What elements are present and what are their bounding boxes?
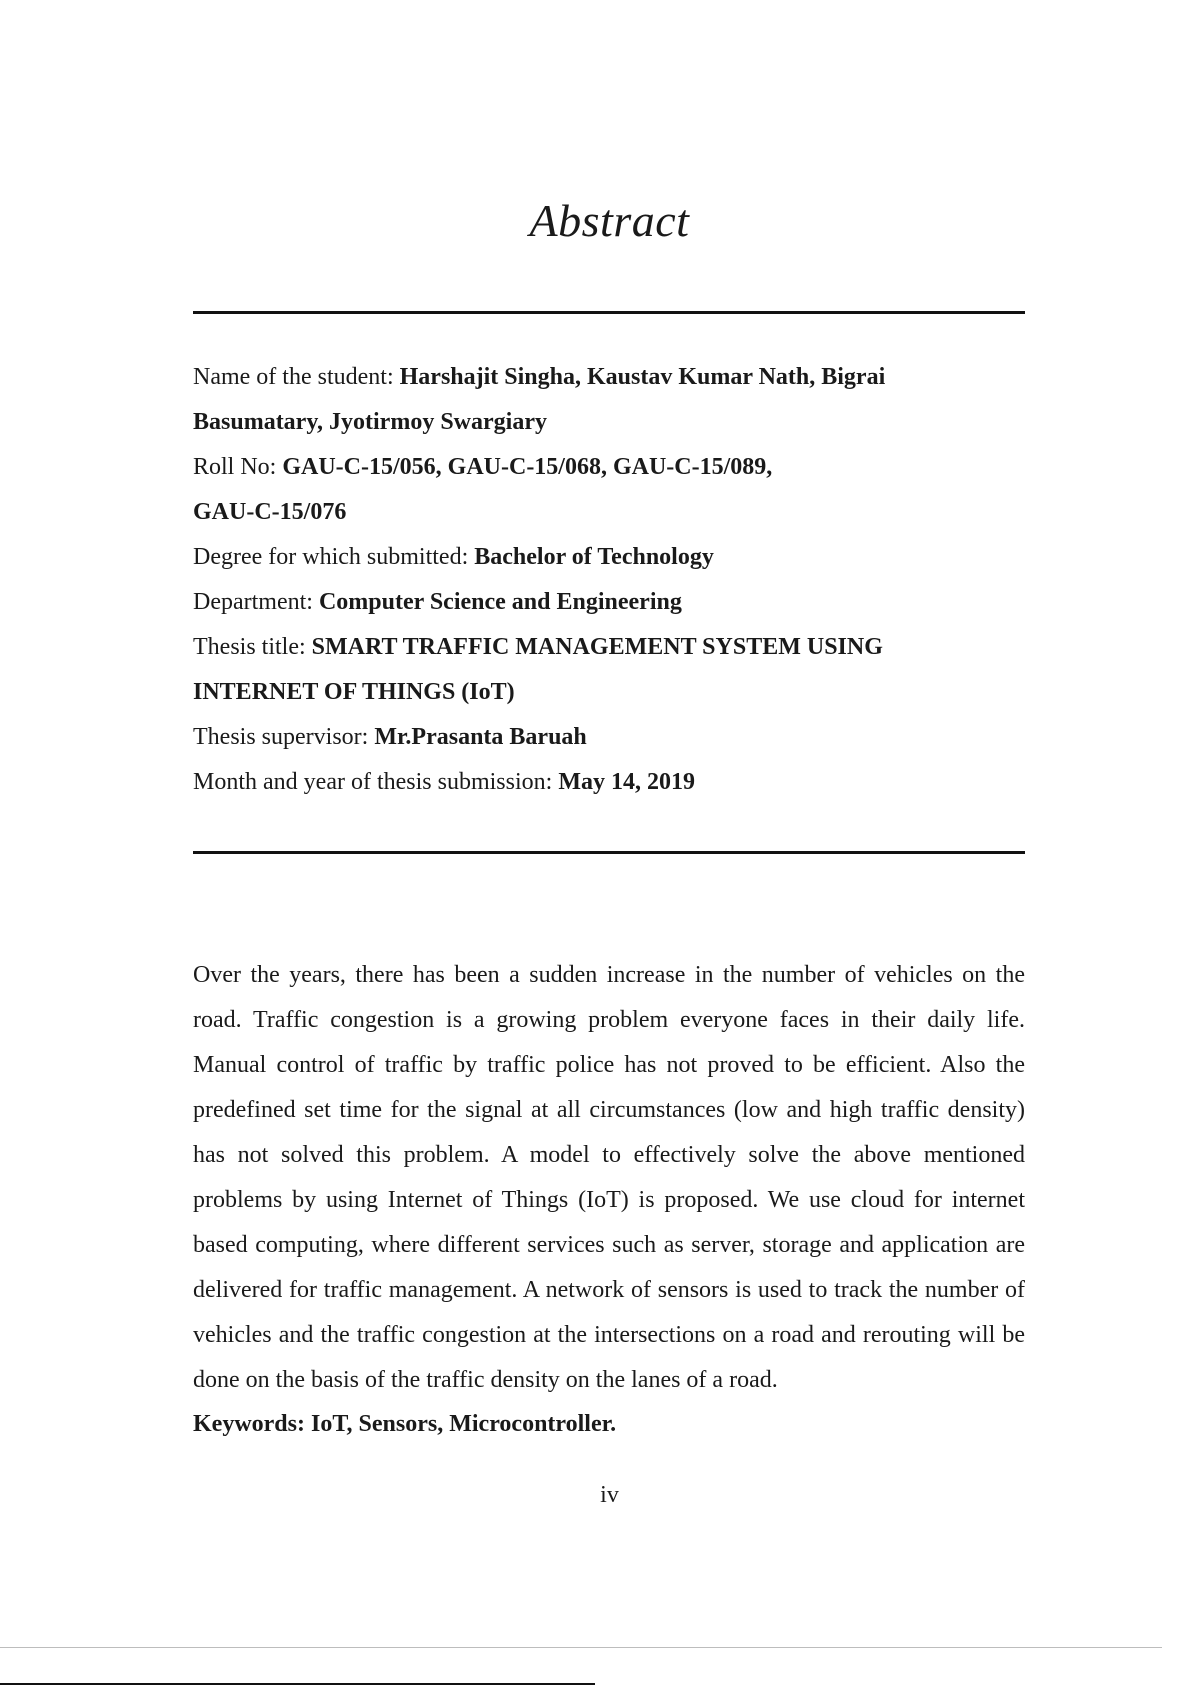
thesis-title-line — [193, 625, 1025, 670]
thesis-title-value: SMART TRAFFIC MANAGEMENT SYSTEM USING — [311, 634, 883, 660]
student-line-continued — [193, 400, 1025, 445]
degree-label: Degree for which submitted: — [193, 544, 469, 570]
roll-values: GAU-C-15/056, GAU-C-15/068, GAU-C-15/089, — [282, 454, 773, 480]
top-divider — [193, 311, 1025, 314]
roll-line-continued — [193, 490, 1025, 535]
supervisor-value: Mr.Prasanta Baruah — [374, 724, 587, 750]
department-value: Computer Science and Engineering — [318, 589, 682, 615]
department-line — [193, 580, 1025, 625]
roll-values-continued: GAU-C-15/076 — [193, 499, 347, 525]
keywords: Keywords: IoT, Sensors, Microcontroller. — [193, 1411, 617, 1437]
abstract-body: Over the years, there has been a sudden increase in the number of vehicles on the road. Traffic congestion is a growing problem everyone faces in their daily life. Manual control of traffic by traffic police has not proved to be efficient. Also the predefined set time for the signal at all circumstances (low and high traffic density) has not solved this problem. A model to effectively solve the above mentioned problems by using Internet of Things (IoT) is proposed. We use cloud for internet based computing, where different services such as server, storage and application are delivered for traffic management. A network of sensors is used to track the number of vehicles and the traffic congestion at the intersections on a road and rerouting will be done on the basis of the traffic density on the lanes of a road. — [193, 962, 1025, 1393]
degree-value: Bachelor of Technology — [474, 544, 714, 570]
thesis-title-value-continued: INTERNET OF THINGS (IoT) — [193, 679, 515, 705]
student-line — [193, 355, 1025, 400]
degree-line — [193, 535, 1025, 580]
thesis-title-line-continued — [193, 670, 1025, 715]
bottom-divider — [193, 851, 1025, 854]
student-names: Harshajit Singha, Kaustav Kumar Nath, Bigrai — [399, 364, 886, 390]
roll-line — [193, 445, 1025, 490]
submission-line — [193, 760, 1025, 805]
department-label: Department: — [193, 589, 313, 615]
submission-label: Month and year of thesis submission: — [193, 769, 553, 795]
page-number: iv — [600, 1482, 619, 1508]
student-names-continued: Basumatary, Jyotirmoy Swargiary — [193, 409, 547, 435]
submission-value: May 14, 2019 — [558, 769, 695, 795]
roll-label: Roll No: — [193, 454, 277, 480]
page-edge-divider — [0, 1647, 1162, 1648]
page-title: Abstract — [529, 195, 690, 246]
thesis-title-label: Thesis title: — [193, 634, 306, 660]
thesis-details — [193, 355, 1025, 805]
supervisor-label: Thesis supervisor: — [193, 724, 369, 750]
student-label: Name of the student: — [193, 364, 394, 390]
supervisor-line — [193, 715, 1025, 760]
